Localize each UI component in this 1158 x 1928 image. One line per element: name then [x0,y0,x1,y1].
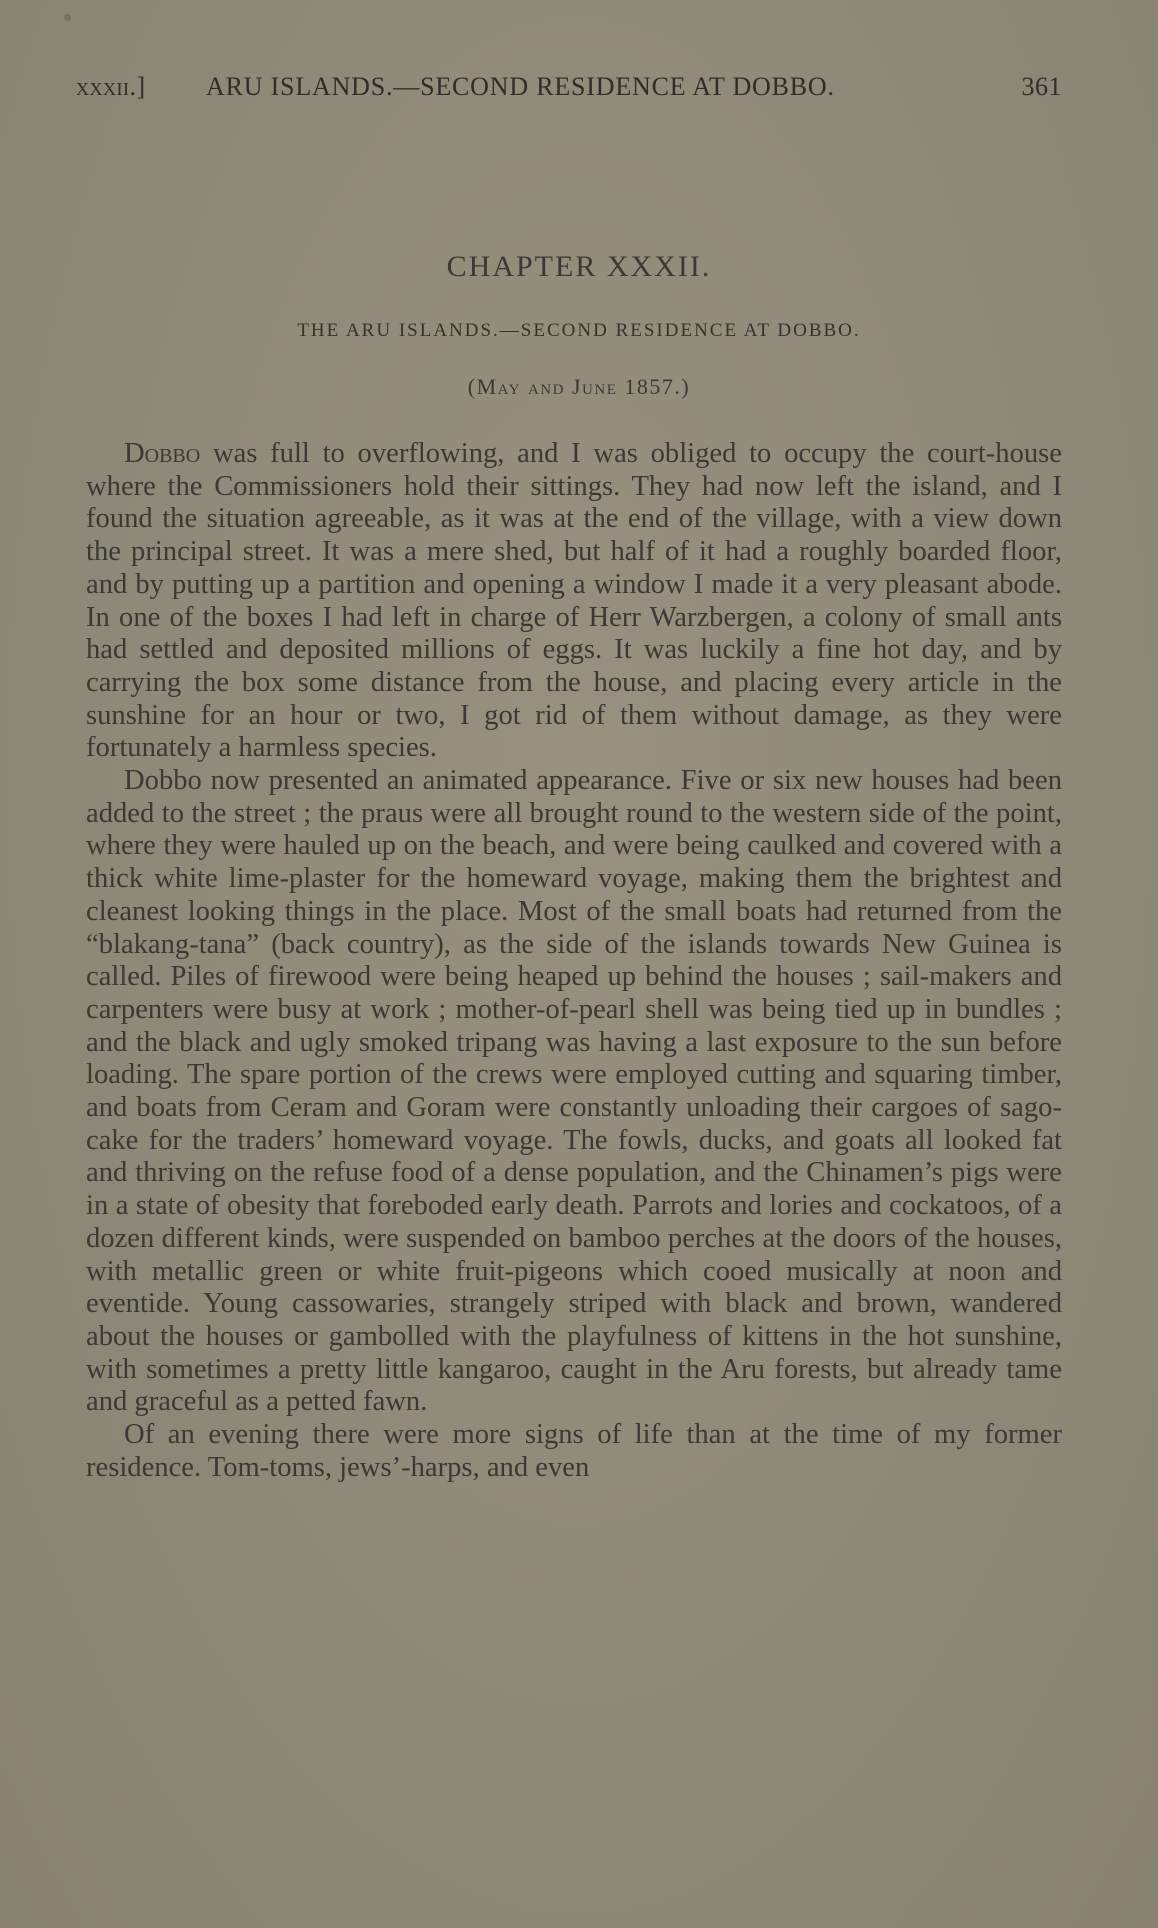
chapter-date: (May and June 1857.) [467,374,691,399]
body-text [86,438,1062,1485]
paragraph-text: Dobbo now presented an animated appearance. Five or six new houses had been added to the street ; the praus were all brought round to the western side of the point, where they were hauled up on the beach, and were being caulked and covered with a thick white lime-plaster for the homeward voyage, making them the brightest and cleanest looking things in the place. Most of the small boats had returned from the “blakang-tana” (back country), as the side of the islands towards New Guinea is called. Piles of firewood were being heaped up behind the houses ; sail-makers and carpenters were busy at work ; mother-of-pearl shell was being tied up in bundles ; and the black and ugly smoked tripang was having a last exposure to the sun before loading. The spare portion of the crews were employed cutting and squaring timber, and boats from Ceram and Goram were constantly unloading their cargoes of sago-cake for the traders’ homeward voyage. The fowls, ducks, and goats all looked fat and thriving on the refuse food of a dense population, and the Chinamen’s pigs were in a state of obesity that foreboded early death. Parrots and lories and cockatoos, of a dozen different kinds, were suspended on bamboo perches at the doors of the houses, with metallic green or white fruit-pigeons which cooed musically at noon and eventide. Young cassowaries, strangely striped with black and brown, wandered about the houses or gambolled with the playfulness of kittens in the hot sunshine, with sometimes a pretty little kangaroo, caught in the Aru forests, but already tame and graceful as a petted fawn. [86,765,1062,1418]
paragraph-text: was full to overflowing, and I was obliged to occupy the court-house where the Commissioners hold their sittings. They had now left the island, and I found the situation agreeable, as it was at the end of the village, with a view down the principal street. It was a mere shed, but half of it had a roughly boarded floor, and by putting up a partition and opening a window I made it a very pleasant abode. In one of the boxes I had left in charge of Herr Warzbergen, a colony of small ants had settled and deposited millions of eggs. It was luckily a fine hot day, and by carrying the box some distance from the house, and placing every article in the sunshine for an hour or two, I got rid of them without damage, as they were fortunately a harmless species. [86,438,1062,764]
paragraph [86,765,1062,1419]
paper-speck [64,14,71,21]
running-head-title: ARU ISLANDS.—SECOND RESIDENCE AT DOBBO. [206,72,835,101]
page-number: 361 [1021,72,1062,101]
paragraph [86,438,1062,765]
chapter-title: THE ARU ISLANDS.—SECOND RESIDENCE AT DOBBO. [297,320,861,341]
running-head-chapter: xxxii.] [76,72,146,101]
running-head [76,72,1062,108]
lead-word: Dobbo [124,438,201,469]
chapter-number: CHAPTER XXXII. [446,250,712,283]
paragraph [86,1419,1062,1484]
paragraph-text: Of an evening there were more signs of life than at the time of my former residence. Tom-toms, jews’-harps, and even [86,1419,1062,1483]
